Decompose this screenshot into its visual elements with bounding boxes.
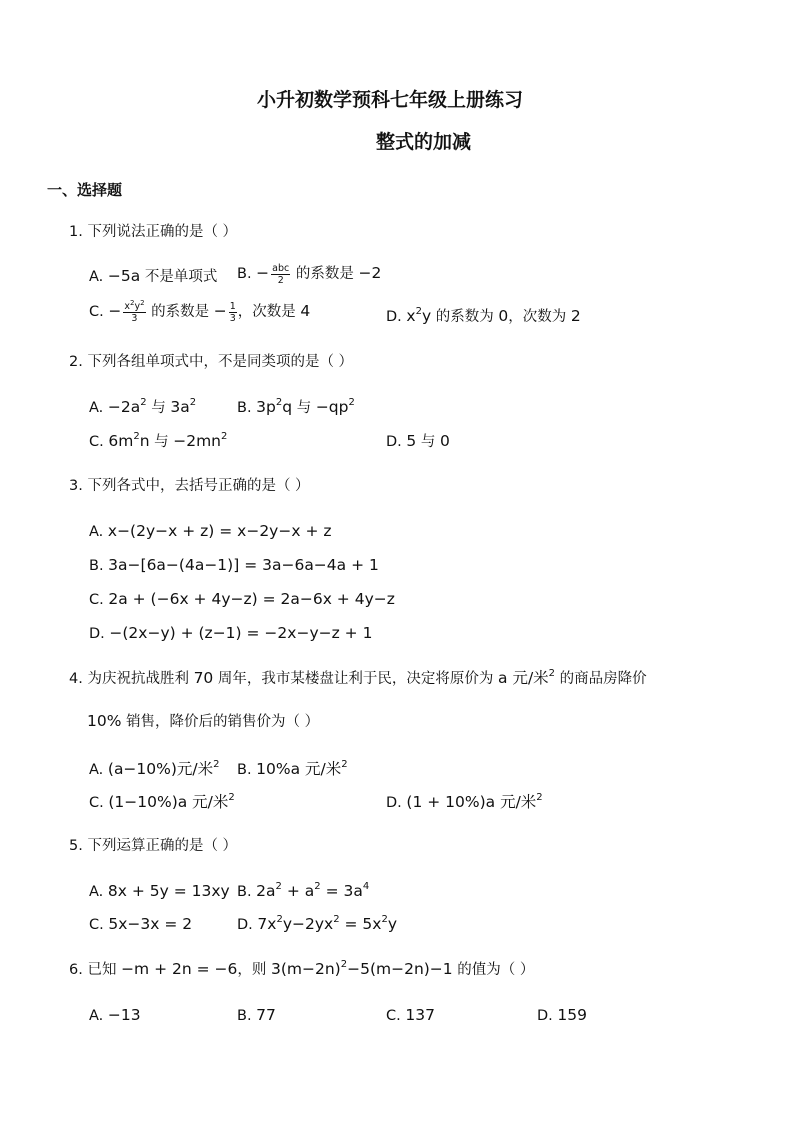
q5-option-c[interactable]: C. 5x−3x = 2 bbox=[89, 915, 193, 933]
option-label: B. bbox=[237, 884, 252, 900]
option-label: D. bbox=[237, 917, 253, 933]
option-text: 的系数是 bbox=[295, 266, 354, 282]
q1-option-a[interactable] bbox=[89, 265, 217, 286]
q6-option-d[interactable]: D. 159 bbox=[537, 1006, 587, 1024]
option-label: A. bbox=[89, 884, 104, 900]
option-label: D. bbox=[386, 795, 402, 811]
option-label: C. bbox=[89, 304, 104, 320]
fraction: $\frac{1}{3}$ bbox=[229, 300, 236, 324]
option-text: 不是单项式 bbox=[144, 269, 218, 285]
option-text: ，次数是 bbox=[237, 304, 296, 320]
q4-option-b[interactable]: B. 10%a 元/米$^2$ bbox=[237, 759, 348, 778]
q6-option-c[interactable]: C. 137 bbox=[386, 1006, 435, 1024]
option-text: ，次数为 bbox=[508, 309, 567, 325]
q1-option-c[interactable]: C. − $\frac{x^2y^2}{3}$ 的系数是 − $\frac{1}{3}$ ，次数是 4 bbox=[89, 298, 311, 324]
option-label: D. bbox=[386, 434, 402, 450]
option-math: 4 bbox=[300, 302, 311, 320]
fraction: $\frac{x^2y^2}{3}$ bbox=[124, 298, 145, 324]
question-1 bbox=[69, 220, 237, 241]
q2-option-a[interactable]: A. $-2a^2$ 与 $3a^2$ bbox=[89, 397, 197, 416]
question-4: 4. 为庆祝抗战胜利 70 周年，我市某楼盘让利于民，决定将原价为 a 元/米$^2$ 的商品房降价 bbox=[69, 668, 647, 687]
question-stem: 下列运算正确的是（ ） bbox=[87, 838, 238, 854]
option-label: B. bbox=[237, 762, 252, 778]
q3-option-c[interactable]: C. 2a + (−6x + 4y−z) = 2a−6x + 4y−z bbox=[89, 590, 395, 608]
question-stem: 下列说法正确的是（ ） bbox=[87, 224, 238, 240]
option-label: C. bbox=[386, 1008, 401, 1024]
option-text: 的系数为 bbox=[435, 309, 494, 325]
option-text: 的系数是 bbox=[151, 304, 210, 320]
option-label: B. bbox=[237, 400, 252, 416]
option-math: −2 bbox=[358, 264, 382, 282]
question-4-line-2: 10% 销售，降价后的销售价为（ ） bbox=[87, 712, 320, 730]
question-number: 3. bbox=[69, 478, 83, 494]
question-number: 2. bbox=[69, 354, 83, 370]
q6-option-a[interactable]: A. −13 bbox=[89, 1006, 141, 1024]
option-label: D. bbox=[537, 1008, 553, 1024]
option-label: D. bbox=[386, 309, 402, 325]
q1-option-b[interactable]: B. − $\frac{\text{abc}}{2}$ 的系数是 −2 bbox=[237, 262, 382, 286]
option-label: A. bbox=[89, 762, 104, 778]
option-label: B. bbox=[237, 266, 252, 282]
question-6: 6. 已知 −m + 2n = −6，则 $3(m-2n)^2-5(m-2n)-1$ 的值为（ ） bbox=[69, 959, 535, 978]
q2-option-c[interactable]: C. $6m^2n$ 与 $-2mn^2$ bbox=[89, 431, 228, 450]
option-label: B. bbox=[237, 1008, 252, 1024]
question-5 bbox=[69, 834, 237, 855]
q2-option-b[interactable]: B. $3p^2q$ 与 $-qp^2$ bbox=[237, 397, 355, 416]
q3-option-b[interactable]: B. 3a−[6a−(4a−1)] = 3a−6a−4a + 1 bbox=[89, 556, 379, 574]
question-number: 6. bbox=[69, 962, 83, 978]
question-number: 1. bbox=[69, 224, 83, 240]
option-label: B. bbox=[89, 558, 104, 574]
question-3 bbox=[69, 474, 310, 495]
option-label: A. bbox=[89, 400, 104, 416]
q6-option-b[interactable]: B. 77 bbox=[237, 1006, 276, 1024]
question-stem: 下列各组单项式中，不是同类项的是（ ） bbox=[87, 354, 354, 370]
q1-option-d[interactable]: D. $x^2y$ 的系数为 0，次数为 2 bbox=[386, 306, 581, 325]
question-number: 4. bbox=[69, 671, 83, 687]
section-heading: 一、选择题 bbox=[47, 181, 123, 199]
option-label: C. bbox=[89, 795, 104, 811]
option-label: A. bbox=[89, 269, 104, 285]
page-subtitle: 整式的加减 bbox=[376, 131, 472, 153]
q4-option-a[interactable]: A. (a−10%)元/米$^2$ bbox=[89, 759, 220, 778]
q3-option-d[interactable]: D. −(2x−y) + (z−1) = −2x−y−z + 1 bbox=[89, 624, 373, 642]
option-label: C. bbox=[89, 917, 104, 933]
q4-option-d[interactable]: D. (1 + 10%)a 元/米$^2$ bbox=[386, 792, 543, 811]
page-title: 小升初数学预科七年级上册练习 bbox=[257, 89, 524, 111]
question-2 bbox=[69, 350, 353, 371]
q5-option-a[interactable]: A. 8x + 5y = 13xy bbox=[89, 882, 230, 900]
q2-option-d[interactable]: D. 5 与 0 bbox=[386, 432, 450, 450]
option-label: C. bbox=[89, 592, 104, 608]
q3-option-a[interactable]: A. x−(2y−x + z) = x−2y−x + z bbox=[89, 522, 332, 540]
fraction: $\frac{\text{abc}}{2}$ bbox=[272, 262, 290, 286]
q5-option-d[interactable]: D. $7x^2y-2yx^2 = 5x^2y$ bbox=[237, 914, 398, 933]
option-math: −5a bbox=[107, 267, 141, 285]
option-label: A. bbox=[89, 524, 104, 540]
q5-option-b[interactable]: B. $2a^2 + a^2 = 3a^4$ bbox=[237, 881, 370, 900]
option-label: A. bbox=[89, 1008, 104, 1024]
option-label: C. bbox=[89, 434, 104, 450]
option-label: D. bbox=[89, 626, 105, 642]
question-number: 5. bbox=[69, 838, 83, 854]
question-stem: 下列各式中，去括号正确的是（ ） bbox=[87, 478, 310, 494]
q4-option-c[interactable]: C. (1−10%)a 元/米$^2$ bbox=[89, 792, 235, 811]
